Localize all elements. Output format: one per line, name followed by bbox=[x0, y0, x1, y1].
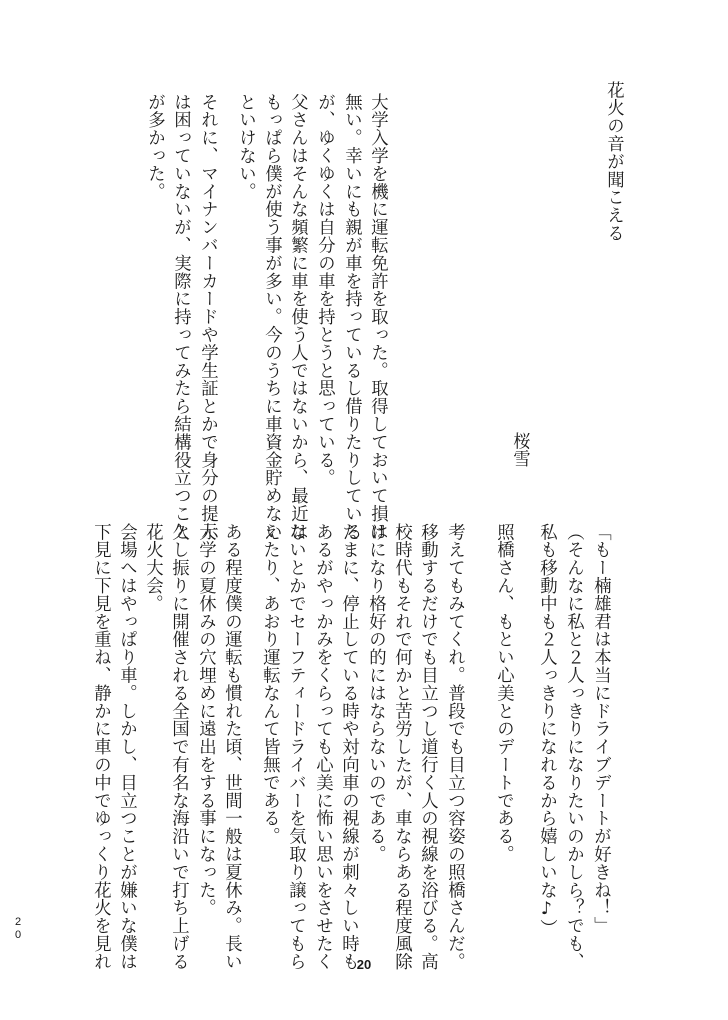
text-line: 照橋さん、もとい心美とのデートである。 bbox=[493, 523, 514, 864]
text-line: といけない。 bbox=[235, 93, 256, 201]
text-line: 下見に下見を重ね、静かに車の中でゆっくり花火を見れ bbox=[90, 523, 111, 971]
text-line: 父さんはそんな頻繁に車を使う人ではないから、最近は bbox=[287, 93, 308, 541]
margin-page-number: 20 bbox=[12, 916, 24, 942]
text-line: （そんなに私と２人っきりになりたいのかしら？でも、 bbox=[563, 523, 584, 971]
text-line: 移動するだけでも目立つし道行く人の視線を浴びる。高 bbox=[417, 523, 438, 971]
text-line: 大学の夏休みの穴埋めに遠出をする事になった。 bbox=[195, 523, 216, 917]
text-line: 花火大会。 bbox=[142, 523, 163, 613]
text-line: あるがやっかみをくらっても心美に怖い思いをさせたく bbox=[312, 523, 333, 971]
text-line: 校時代もそれで何かと苦労したが、車ならある程度風除 bbox=[391, 523, 412, 971]
text-line: 久し振りに開催される全国で有名な海沿いで打ち上げる bbox=[168, 523, 189, 971]
text-line: 「もー楠雄君は本当にドライブデートが好きね！」 bbox=[590, 523, 611, 935]
text-line: 考えてもみてくれ。普段でも目立つ容姿の照橋さんだ。 bbox=[444, 523, 465, 971]
text-line: ある程度僕の運転も慣れた頃、世間一般は夏休み。長い bbox=[221, 523, 242, 971]
text-line: もっぱら僕が使う事が多い。今のうちに車資金貯めない bbox=[261, 93, 282, 541]
text-line: ないとかでセーフティードライバーを気取り譲ってもら bbox=[285, 523, 306, 971]
text-line: 私も移動中も２人っきりになれるから嬉しいな♪） bbox=[536, 523, 557, 938]
text-line: 会場へはやっぱり車。しかし、目立つことが嫌いな僕は bbox=[116, 523, 137, 971]
text-line: が多かった。 bbox=[144, 93, 165, 201]
text-line: 無い。幸いにも親が車を持っているし借りたりしている bbox=[341, 93, 362, 541]
story-title: 花火の音が聞こえる bbox=[603, 81, 624, 243]
author-name: 桜雪 bbox=[509, 432, 530, 468]
text-line: けになり格好の的にはならないのである。 bbox=[365, 523, 386, 864]
text-line: は困っていないが、実際に持ってみたら結構役立つこと bbox=[170, 93, 191, 541]
text-line: が、ゆくゆくは自分の車を持とうと思っている。 bbox=[314, 93, 335, 487]
text-line: たまに、停止している時や対向車の視線が刺々しい時も bbox=[338, 523, 359, 971]
text-line: それに、マイナンバーカードや学生証とかで身分の提示 bbox=[197, 93, 218, 541]
text-line: えたり、あおり運転なんて皆無である。 bbox=[259, 523, 280, 846]
page-number: 20 bbox=[356, 957, 372, 972]
text-line: 大学入学を機に運転免許を取った。取得しておいて損は bbox=[367, 93, 388, 541]
